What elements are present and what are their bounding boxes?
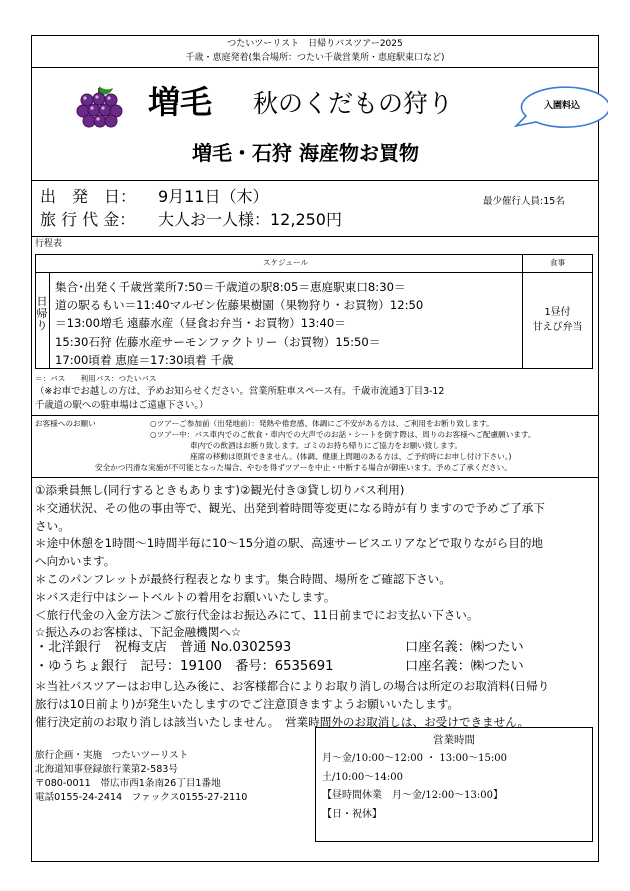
itinerary-line: 集合･出発く千歳営業所7:50＝千歳道の駅8:05＝恵庭駅東口8:30＝ — [55, 280, 406, 294]
cancel-line: ＊当社バスツアーはお申し込み後に、お客様都合によりお取り消しの場合は所定のお取消料(日帰り — [35, 679, 550, 693]
request-line: ○ツアーご参加前（出発地前）：発熱や倦怠感、体調にご不安がある方は、ご利用をお断り致します。 — [150, 419, 494, 428]
itinerary-lines — [55, 278, 423, 369]
request-line: 座席の移動は原則できません。(体調、健康上問題のある方は、ご予約時にお申し付け下さい。) — [190, 452, 512, 461]
title-town: 増毛 — [148, 83, 213, 121]
hours-line: 【昼時間休業 月～金/12:00～13:00】 — [322, 790, 504, 801]
divider — [31, 236, 599, 237]
hours-lines — [322, 750, 507, 824]
hours-line: 土/10:00～14:00 — [322, 771, 404, 783]
grapes-icon — [75, 84, 123, 132]
divider — [35, 272, 593, 273]
itinerary-legend: ＝：バス 利用バス：つたいバス — [35, 374, 157, 383]
divider — [31, 180, 599, 181]
day-label: 日帰り — [36, 295, 48, 332]
hours-line: 【日・祝休】 — [322, 808, 382, 820]
info-line: ＜旅行代金の入金方法＞ご旅行代金はお振込みにて、11日前までにお支払い下さい。 — [35, 607, 479, 622]
requests-label: お客様へのお願い — [35, 419, 96, 428]
info-line: へ向かいます。 — [35, 554, 116, 569]
bank2-holder: 口座名義：㈱つたい — [405, 659, 524, 674]
header-line1: つたいツーリスト 日帰りバスツアー2025 — [227, 39, 403, 49]
request-line: 安全かつ円滑な実施が不可能となった場合、やむを得ずツアーを中止・中断する場合が御座います。予めご了承ください。 — [95, 463, 512, 472]
company-line: 電話0155-24-2414 ファックス0155-27-2110 — [35, 792, 248, 803]
hours-line: 月～金/10:00～12:00 ・ 13:00～15:00 — [322, 753, 507, 764]
info-line: ＊途中休憩を1時間〜1時間半毎に10〜15分道の駅、高速サービスエリアなどで取りながら目的地 — [35, 536, 544, 551]
price-value: 大人お一人様：12,250円 — [158, 210, 342, 229]
itinerary-line: ＝13:00増毛 遠藤水産（昼食お弁当・お買物）13:40＝ — [55, 316, 346, 331]
departure-label: 出 発 日： — [40, 187, 137, 206]
title-subtitle: 秋のくだもの狩り — [253, 89, 454, 118]
itinerary-line: 15:30石狩 佐藤水産サーモンファクトリー（お買物）15:50＝ — [55, 334, 381, 349]
info-line: ＊バス走行中はシートベルトの着用をお願いいたします。 — [35, 589, 336, 604]
bank2-account: ・ゆうちょ銀行 記号：19100 番号：6535691 — [35, 659, 334, 674]
divider — [31, 67, 599, 68]
col-schedule: スケジュール — [262, 258, 309, 267]
itinerary-section-label: 行程表 — [35, 239, 63, 249]
info-line: ＊交通状況、その他の事由等で、観光、出発到着時間等変更になる時が有りますので予めご了承下 — [35, 500, 545, 515]
cancel-line: 旅行は10日前より)が発生いたしますのでご注意頂きますようお願いいたします。 — [35, 696, 460, 711]
company-line: 旅行企画・実施 つたいツーリスト — [35, 750, 189, 761]
info-lines — [35, 482, 545, 642]
divider — [49, 272, 50, 369]
hours-title: 営業時間 — [433, 734, 475, 746]
bank1-account: ・北洋銀行 祝梅支店 普通 No.0302593 — [35, 640, 292, 655]
divider — [31, 415, 599, 416]
company-line: 北海道知事登録旅行業第2-583号 — [35, 764, 179, 775]
info-line: ①添乗員無し(同行するときもあります)②観光付き③貸し切りバス利用) — [35, 483, 405, 497]
request-line: ○ツアー中：バス車内でのご飲食・車内での大声でのお話・シートを倒す際は、周りのお客様へご配慮願います。 — [150, 430, 536, 439]
meal-line1: 1昼付 — [544, 307, 571, 318]
header-line2: 千歳・恵庭発着(集合場所：つたい千歳営業所・恵庭駅東口など) — [185, 53, 445, 63]
min-people: 最少催行人員:15名 — [483, 196, 565, 207]
col-meal: 食事 — [549, 258, 566, 267]
itinerary-note2: 千歳道の駅への駐車場はご遠慮下さい。） — [35, 400, 209, 411]
meal-line2: 甘えび弁当 — [532, 322, 583, 333]
divider — [31, 477, 599, 478]
bubble-label: 入園料込 — [544, 101, 581, 111]
request-line: 車内での飲酒はお断り致します。ゴミのお持ち帰りにご協力をお願い致します。 — [190, 441, 463, 450]
itinerary-line: 17:00頃着 恵庭＝17:30頃着 千歳 — [55, 352, 234, 367]
company-line: 〒080-0011 帯広市西1条南26丁目1番地 — [35, 778, 221, 789]
itinerary-line: 道の駅るもい＝11:40マルゼン佐藤果樹園（果物狩り・お買物）12:50 — [55, 298, 424, 313]
info-line: ＊このパンフレットが最終行程表となります。集合時間、場所をご確認下さい。 — [35, 571, 451, 586]
cancel-lines — [35, 678, 549, 731]
departure-date: 9月11日（木） — [158, 187, 269, 206]
price-label: 旅 行 代 金： — [40, 210, 136, 229]
company-info — [35, 749, 247, 805]
info-line: さい。 — [35, 518, 70, 533]
itinerary-note1: （※お車でお越しの方は、予めお知らせください。営業所駐車スペース有。千歳市流通3丁目3-12 — [35, 386, 445, 397]
cancel-line: 催行決定前のお取り消しは該当いたしません。 営業時間外のお取消しは、お受けできません。 — [35, 714, 530, 729]
info-line: ☆振込みのお客様は、下記金融機関へ☆ — [35, 625, 242, 640]
title-sub2: 増毛・石狩 海産物お買物 — [192, 141, 419, 165]
bank1-holder: 口座名義：㈱つたい — [405, 640, 524, 655]
